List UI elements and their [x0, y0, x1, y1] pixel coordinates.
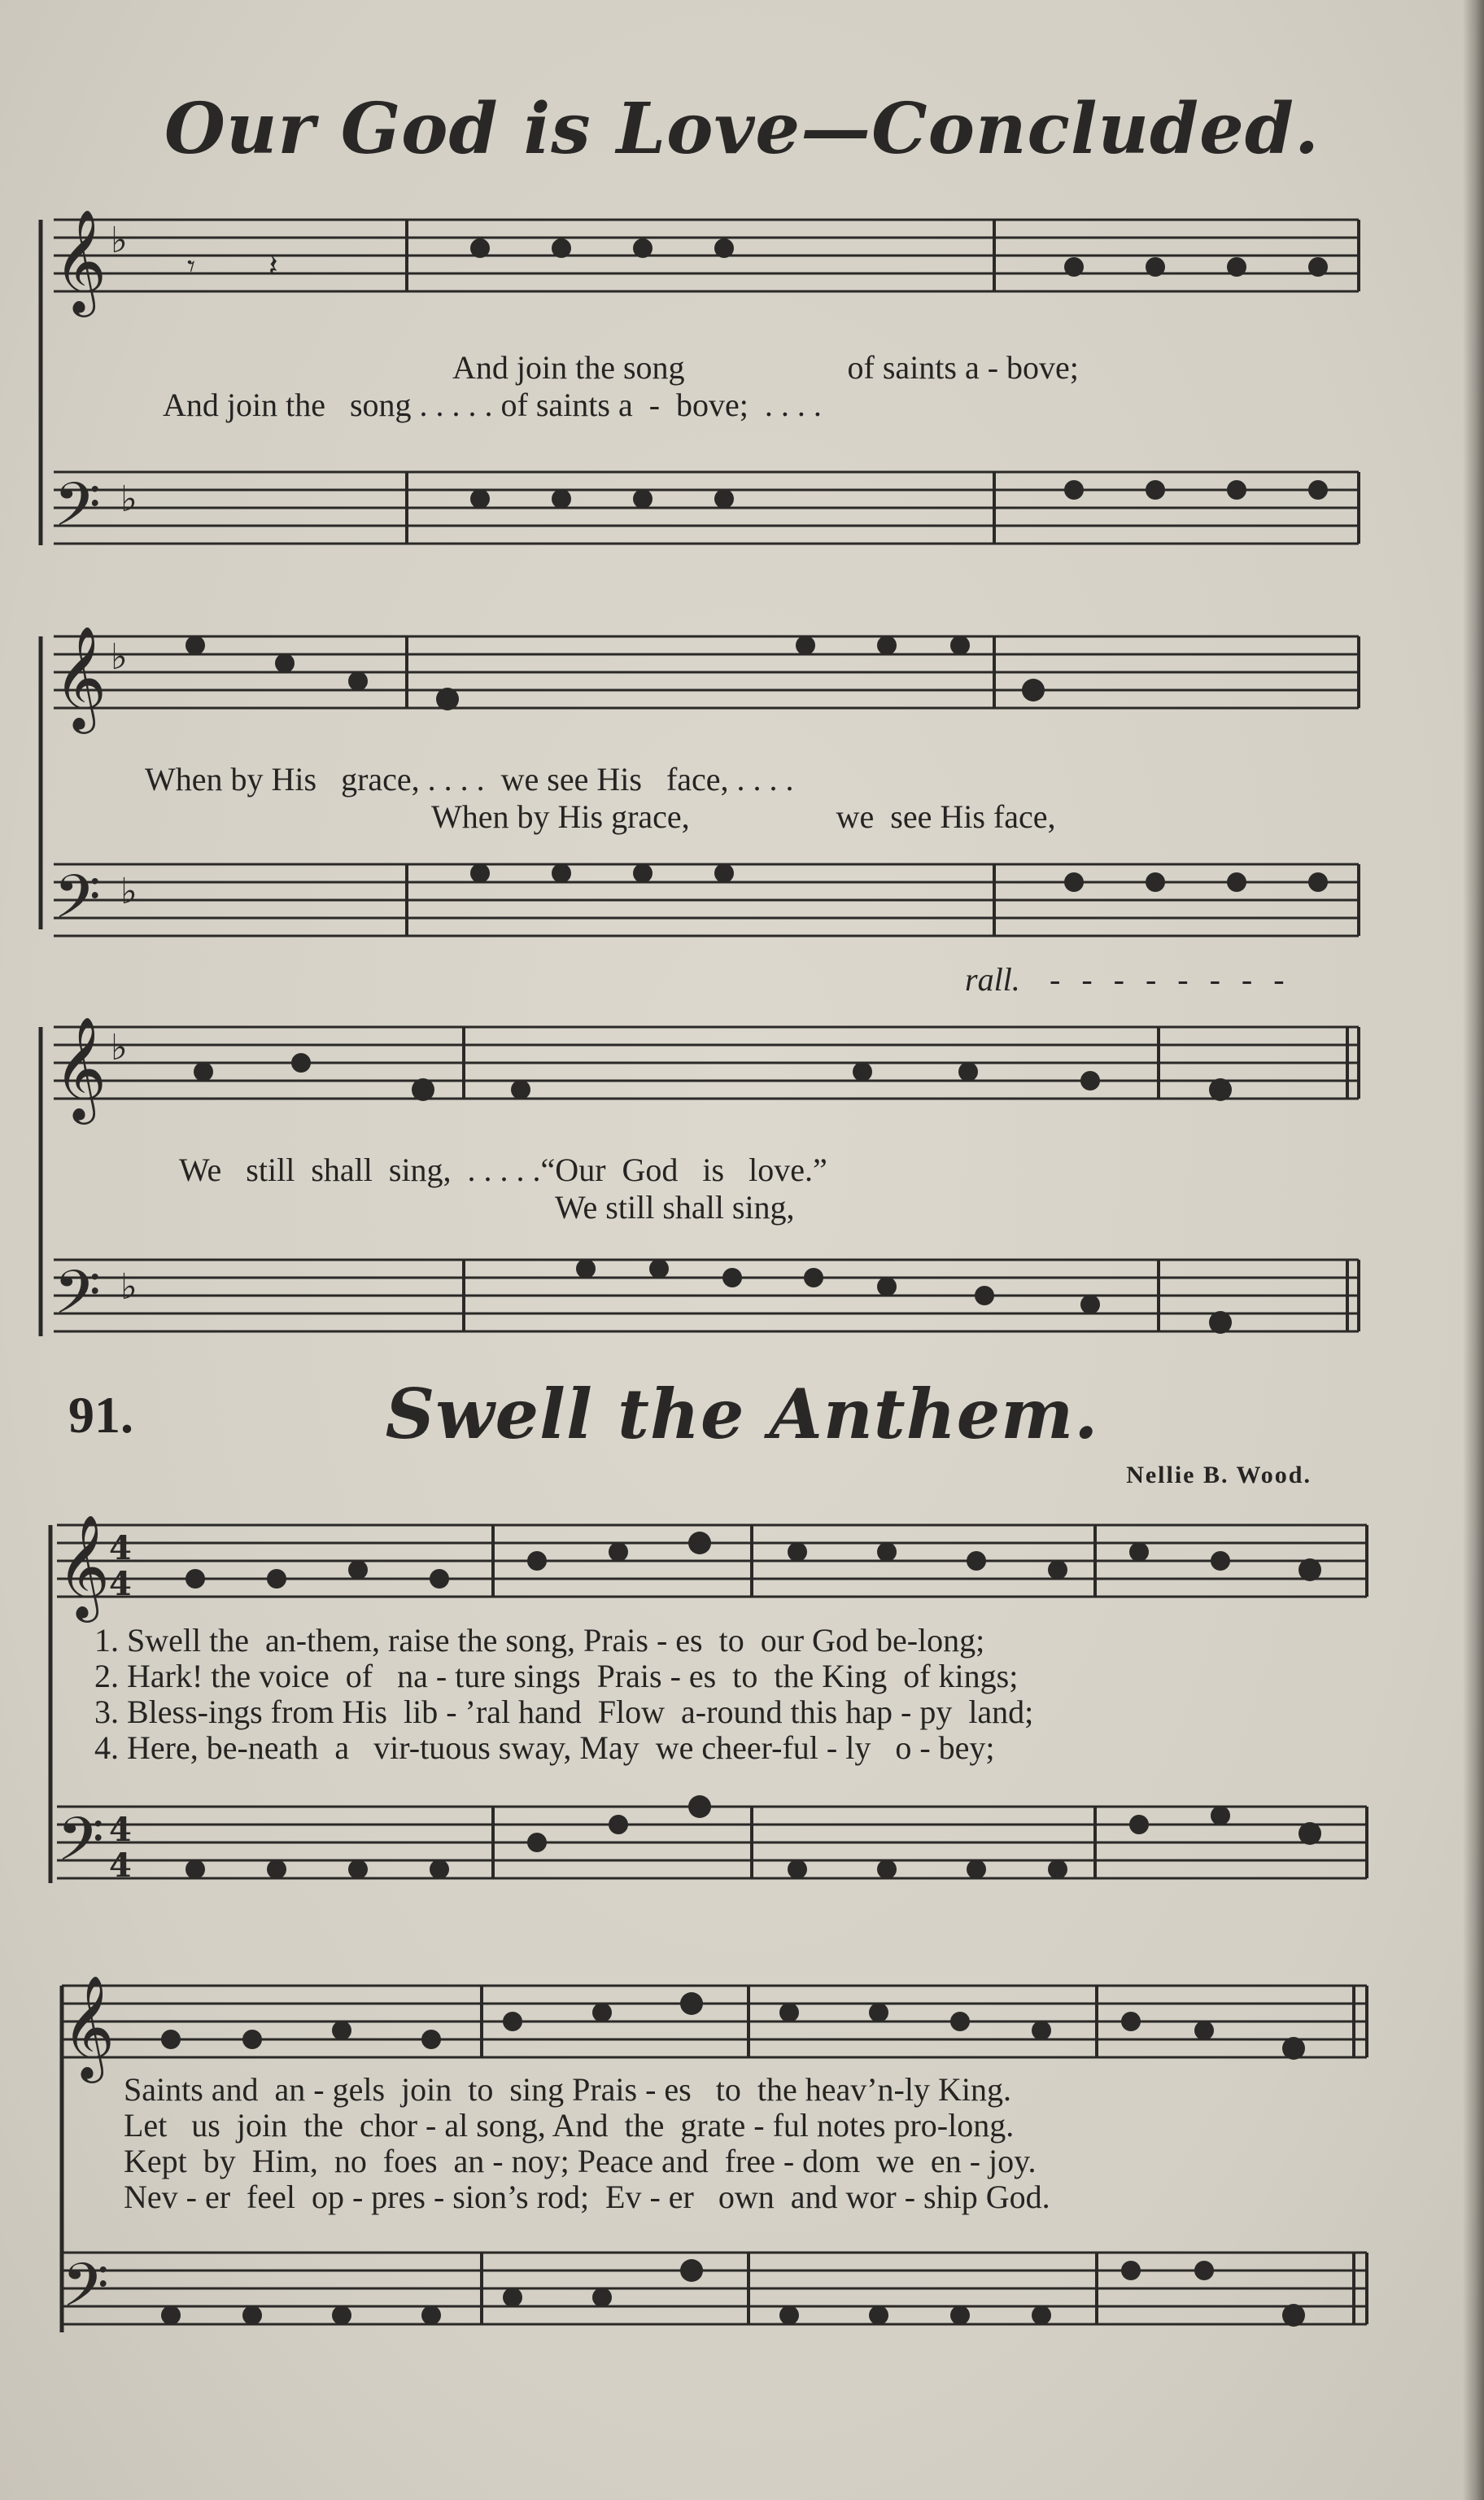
svg-text:𝄞: 𝄞	[54, 1016, 107, 1120]
anthem-verse-2-line-2: Let us join the chor - al song, And the grate - ful notes pro-long.	[124, 2107, 1015, 2144]
anthem-system-2-brace	[0, 1986, 73, 2332]
system-2-brace	[0, 636, 65, 929]
system-2-bass-staff	[0, 848, 1484, 946]
system-2-upper-lyric: When by His grace, . . . . we see His face, . . . .	[145, 761, 794, 798]
system-1-bass-staff	[0, 456, 1484, 553]
system-3-bass-staff	[0, 1243, 1484, 1341]
system-2-treble-staff	[0, 620, 1484, 734]
hymn-title-concluded: Our God is Love—Concluded.	[164, 88, 1320, 170]
anthem-system-1-brace	[0, 1525, 65, 1883]
svg-text:𝄞: 𝄞	[54, 208, 107, 312]
svg-text:♭: ♭	[120, 479, 137, 520]
system-1-brace	[0, 220, 65, 545]
svg-text:𝄽: 𝄽	[268, 248, 278, 284]
svg-text:4: 4	[109, 1529, 132, 1567]
svg-text:4: 4	[109, 1565, 132, 1603]
svg-text:4: 4	[109, 1847, 132, 1885]
system-2-lower-lyric: When by His grace, we see His face,	[431, 798, 1056, 835]
hymn-title-swell-the-anthem: Swell the Anthem.	[385, 1374, 1099, 1454]
anthem-verse-2-line-1: 2. Hark! the voice of na - ture sings Prais - es to the King of kings;	[94, 1658, 1019, 1694]
svg-text:𝄢: 𝄢	[57, 1804, 104, 1890]
system-3-brace	[0, 1027, 65, 1336]
svg-text:𝄞: 𝄞	[54, 625, 107, 729]
anthem-system-1-treble-staff	[0, 1509, 1484, 1623]
anthem-verse-1-line-2: Saints and an - gels join to sing Prais - es to the heav’n-ly King.	[124, 2071, 1011, 2108]
anthem-verse-3-line-2: Kept by Him, no foes an - noy; Peace and free - dom we en - joy.	[124, 2143, 1037, 2179]
svg-text:♭: ♭	[111, 220, 128, 261]
system-3-upper-lyric: We still shall sing, . . . . .“Our God is love.”	[179, 1152, 827, 1188]
system-1-lower-lyric: And join the song . . . . . of saints a - bove; . . . .	[163, 387, 822, 423]
svg-text:𝄞: 𝄞	[57, 1514, 111, 1618]
system-3-treble-staff	[0, 1011, 1484, 1125]
author-credit: Nellie B. Wood.	[1126, 1462, 1312, 1488]
anthem-system-2-bass-staff	[0, 2236, 1484, 2334]
rallentando-mark: rall.	[965, 961, 1020, 998]
anthem-verse-1-line-1: 1. Swell the an-them, raise the song, Prais - es to our God be-long;	[94, 1622, 985, 1659]
anthem-verse-4-line-2: Nev - er feel op - pres - sion’s rod; Ev - er own and wor - ship God.	[124, 2179, 1050, 2215]
anthem-verse-3-line-1: 3. Bless-ings from His lib - ’ral hand Flow a-round this hap - py land;	[94, 1694, 1034, 1730]
svg-text:𝄢: 𝄢	[54, 1257, 101, 1343]
hymn-number: 91.	[68, 1386, 133, 1444]
anthem-system-1-bass-staff	[0, 1790, 1484, 1888]
svg-text:𝄢: 𝄢	[54, 862, 101, 947]
system-1-treble-staff	[0, 203, 1484, 317]
svg-text:𝄢: 𝄢	[54, 470, 101, 555]
svg-text:♭: ♭	[120, 1266, 137, 1308]
system-1-upper-lyric: And join the song of saints a - bove;	[452, 349, 1079, 386]
svg-text:♭: ♭	[111, 1027, 128, 1069]
anthem-verse-4-line-1: 4. Here, be-neath a vir-tuous sway, May we cheer-ful - ly o - bey;	[94, 1729, 995, 1766]
svg-text:𝄞: 𝄞	[62, 1974, 116, 2078]
system-3-lower-lyric: We still shall sing,	[555, 1189, 795, 1226]
svg-text:4: 4	[109, 1811, 132, 1849]
anthem-system-2-treble-staff	[0, 1969, 1484, 2083]
svg-text:𝄢: 𝄢	[62, 2250, 109, 2336]
svg-text:♭: ♭	[111, 636, 128, 678]
svg-text:♭: ♭	[120, 871, 137, 912]
svg-text:𝄾: 𝄾	[187, 248, 196, 284]
rallentando-extension: - - - - - - - -	[1050, 961, 1291, 998]
